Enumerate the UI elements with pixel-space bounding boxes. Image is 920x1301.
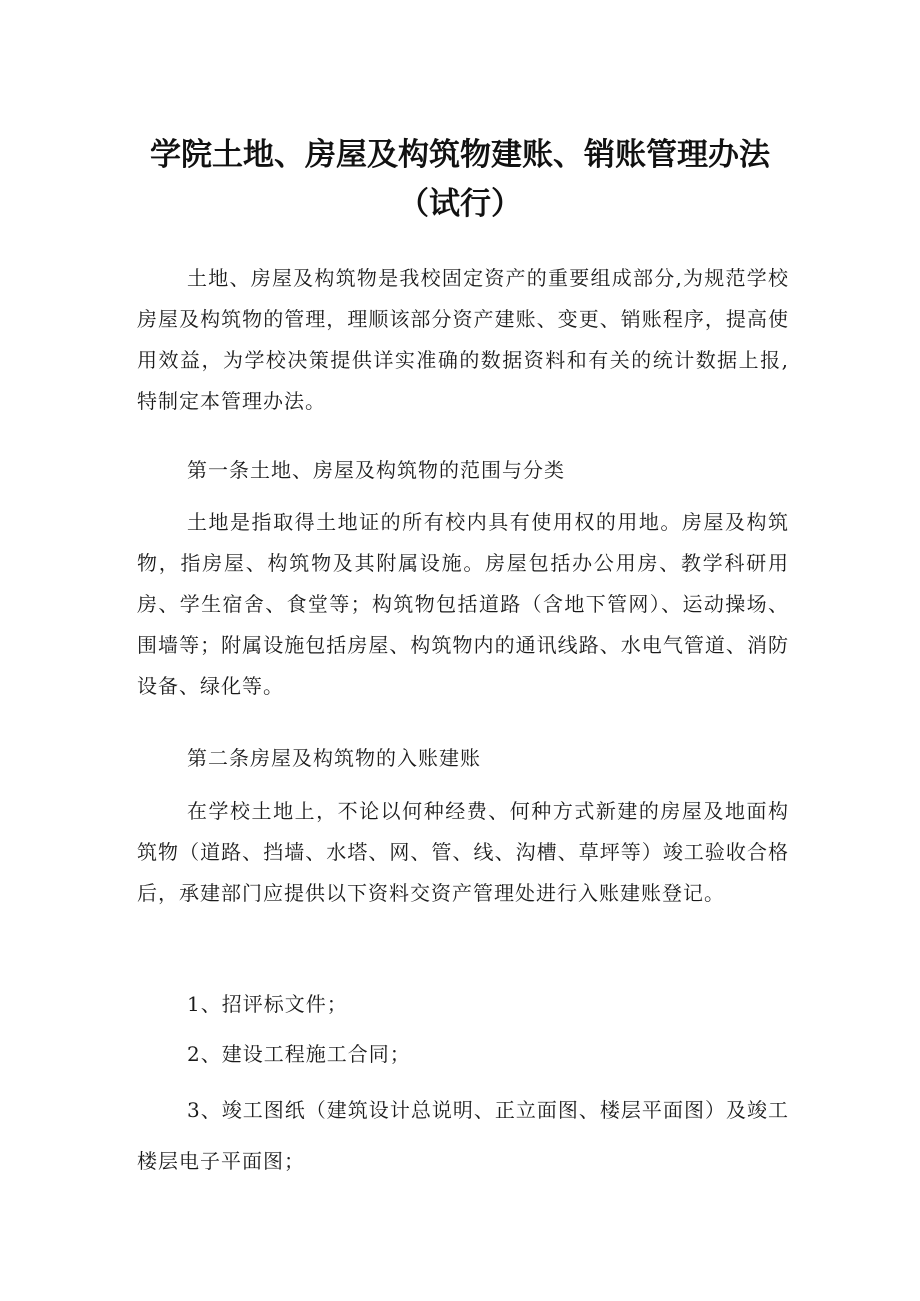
article-2-block <box>137 791 789 914</box>
list-item-2: 2、建设工程施工合同； <box>187 1042 411 1066</box>
list-item-3-block <box>137 1085 789 1187</box>
intro-paragraph-block <box>137 258 789 422</box>
list-item-2-block <box>137 1034 789 1075</box>
intro-paragraph: 土地、房屋及构筑物是我校固定资产的重要组成部分,为规范学校房屋及构筑物的管理，理顺该部分资产建账、变更、销账程序，提高使用效益，为学校决策提供详实准确的数据资料和有关的统计数据上报,特制定本管理办法。 <box>137 266 789 413</box>
article-1-block <box>137 502 789 707</box>
article-1-heading: 第一条土地、房屋及构筑物的范围与分类 <box>187 458 565 482</box>
article-1-paragraph: 土地是指取得土地证的所有校内具有使用权的用地。房屋及构筑物，指房屋、构筑物及其附属设施。房屋包括办公用房、教学科研用房、学生宿舍、食堂等；构筑物包括道路（含地下管网）、运动操场、围墙等；附属设施包括房屋、构筑物内的通讯线路、水电气管道、消防设备、绿化等。 <box>137 510 789 698</box>
document-title-line-2: （试行） <box>398 186 522 222</box>
article-2-heading: 第二条房屋及构筑物的入账建账 <box>187 746 481 770</box>
document-title-line-1: 学院土地、房屋及构筑物建账、销账管理办法 <box>150 137 770 173</box>
article-2-paragraph: 在学校土地上，不论以何种经费、何种方式新建的房屋及地面构筑物（道路、挡墙、水塔、网、管、线、沟槽、草坪等）竣工验收合格后，承建部门应提供以下资料交资产管理处进行入账建账登记。 <box>137 799 789 905</box>
list-item-3: 3、竣工图纸（建筑设计总说明、正立面图、楼层平面图）及竣工楼层电子平面图； <box>137 1098 789 1173</box>
list-item-1: 1、招评标文件； <box>187 992 348 1016</box>
list-item-1-block <box>137 984 789 1025</box>
